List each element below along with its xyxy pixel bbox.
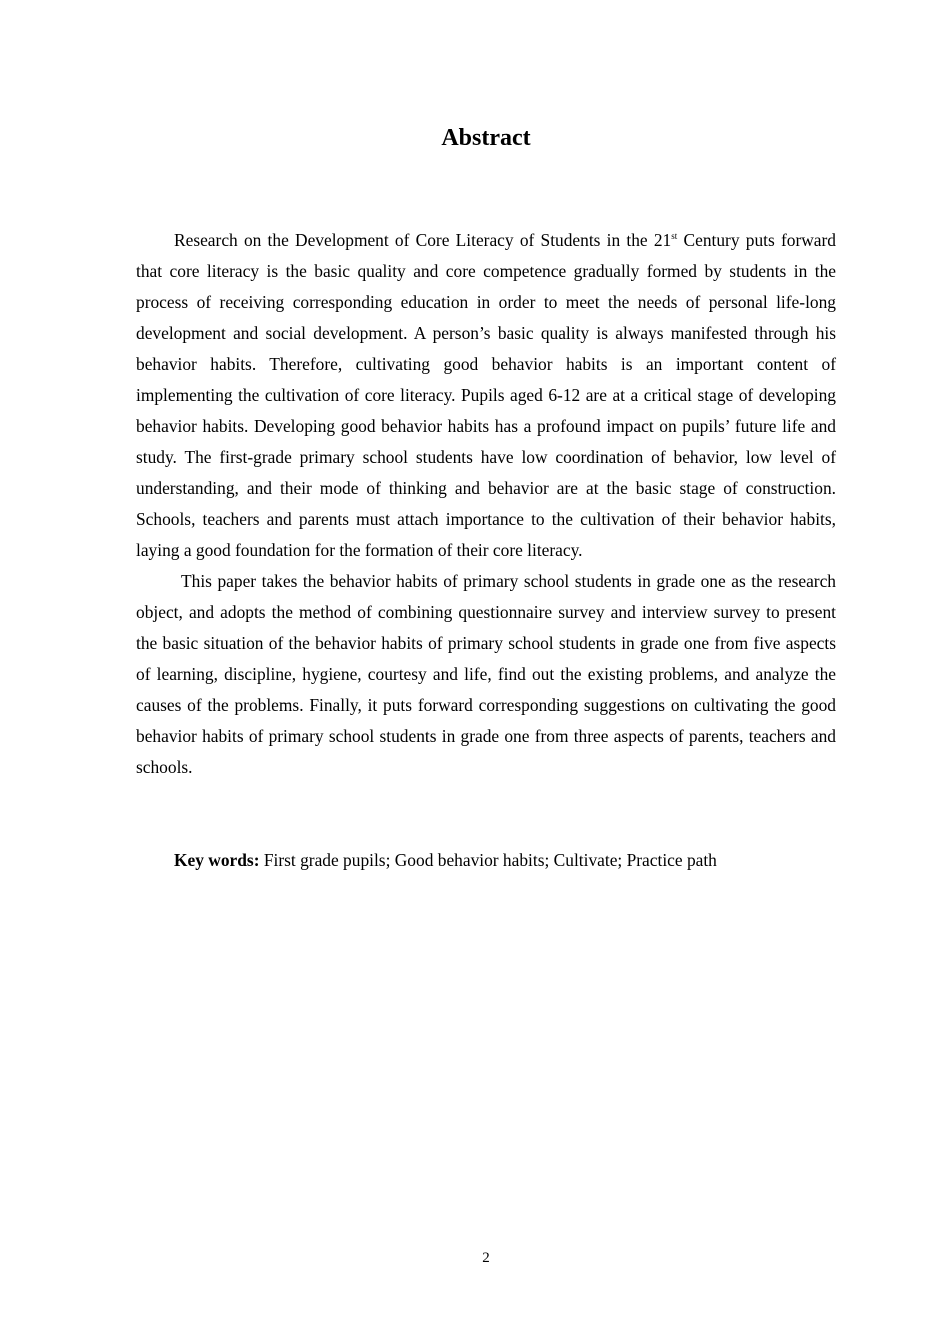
keywords-label: Key words: [174,850,260,870]
abstract-paragraph-1 [136,225,836,566]
keywords-line [174,845,717,876]
page-title: Abstract [441,125,531,151]
abstract-paragraph-2: This paper takes the behavior habits of primary school students in grade one as the research object, and adopts the method of combining questionnaire survey and interview survey to present the basic situation of the behavior habits of primary school students in grade one from five aspects of learning, discipline, hygiene, courtesy and life, find out the existing problems, and analyze the causes of the problems. Finally, it puts forward corresponding suggestions on cultivating the good behavior habits of primary school students in grade one from three aspects of parents, teachers and schools. [136,571,836,777]
page-number: 2 [482,1250,490,1266]
keywords-text: First grade pupils; Good behavior habits; Cultivate; Practice path [259,850,717,870]
ordinal-superscript: st [671,231,678,241]
abstract-body [136,225,836,783]
paragraph-1-text-rest: Century puts forward that core literacy is the basic quality and core competence gradually formed by students in the process of receiving corresponding education in order to meet the needs of personal life-long development and social development. A person’s basic quality is always manifested through his behavior habits. Therefore, cultivating good behavior habits is an important content of implementing the cultivation of core literacy. Pupils aged 6-12 are at a critical stage of developing behavior habits. Developing good behavior habits has a profound impact on pupils’ future life and study. The first-grade primary school students have low coordination of behavior, low level of understanding, and their mode of thinking and behavior are at the basic stage of construction. Schools, teachers and parents must attach importance to the cultivation of their behavior habits, laying a good foundation for the formation of their core literacy. [136,230,837,560]
paragraph-1-text-start: Research on the Development of Core Literacy of Students in the 21 [174,230,672,250]
